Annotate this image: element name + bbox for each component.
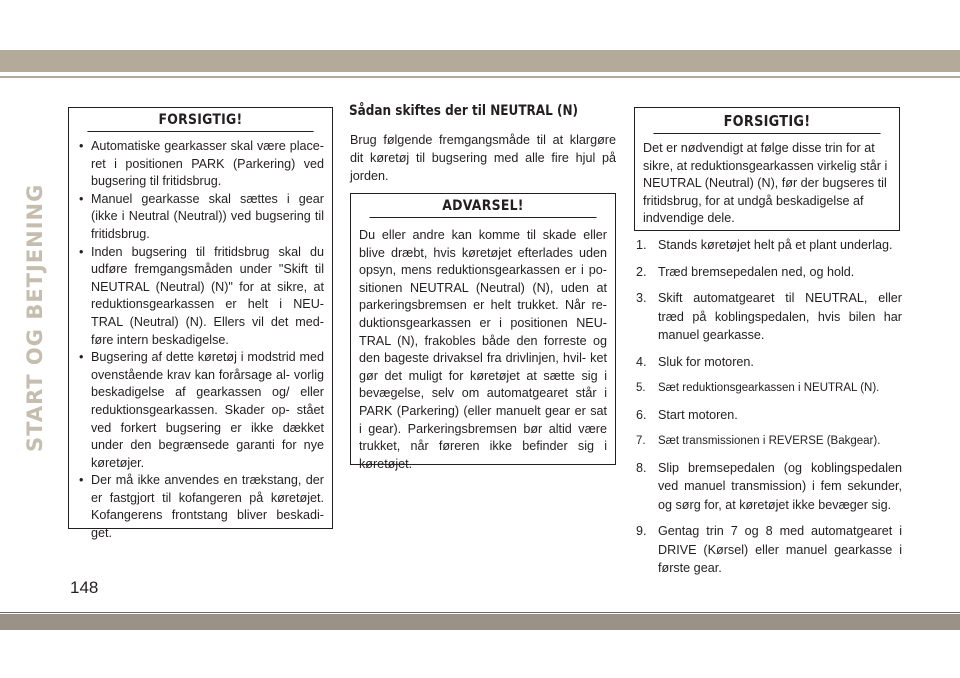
caution-title: FORSIGTIG! [653, 108, 880, 134]
caution-list [77, 138, 324, 543]
step-item [636, 236, 902, 255]
top-decorative-band [0, 50, 960, 72]
step-number: 8. [636, 460, 647, 475]
warning-title: ADVARSEL! [369, 194, 596, 218]
step-text: Sæt reduktionsgearkassen i NEUTRAL (N). [658, 382, 880, 394]
step-item [636, 263, 902, 282]
caution-item: • Inden bugsering til fritidsbrug skal du udføre fremgangsmåden under "Skift til NEUTRAL (Neutral) (N)" for at sikre, at reduktionsgearkassen er helt i NEU- TRAL (Neutral) (N). Ellers vil det med- føre intern beskadigelse. [77, 244, 324, 350]
step-item [636, 432, 902, 451]
bottom-decorative-band [0, 614, 960, 630]
step-text: Skift automatgearet til NEUTRAL, eller træd på koblingspedalen, hvis bilen har manuel gearkasse. [658, 291, 902, 342]
caution-item: • Automatiske gearkasser skal være place- ret i positionen PARK (Parkering) ved bugsering til fritidsbrug. [77, 138, 324, 191]
step-number: 2. [636, 264, 647, 279]
step-item [636, 353, 902, 372]
step-text: Gentag trin 7 og 8 med automatgearet i DRIVE (Kørsel) eller manuel gearkasse i første gear. [658, 524, 902, 575]
top-rule [0, 76, 960, 78]
caution-box-left [68, 107, 333, 541]
step-item [636, 289, 902, 345]
step-number: 4. [636, 354, 647, 369]
bottom-rule [0, 612, 960, 613]
step-number: 1. [636, 238, 647, 252]
caution-item: • Bugsering af dette køretøj i modstrid med ovenstående krav kan forårsage al- vorlig beskadigelse af gearkassen og/ eller reduktionsgearkassen. Skader op- stået ved forkert bugsering er ikke dækket under den begrænsede garanti for nye køretøjer. [77, 349, 324, 472]
step-item [636, 459, 902, 515]
step-number: 7. [636, 435, 646, 447]
caution-text: Det er nødvendigt at følge disse trin for at sikre, at reduktionsgearkassen virkelig står i NEUTRAL (Neutral) (N), før der bugseres til fritidsbrug, for at undgå beskadigelse af indvendige dele. [643, 141, 888, 226]
procedure-steps [636, 236, 902, 586]
step-number: 3. [636, 291, 647, 305]
section-intro: Brug følgende fremgangsmåde til at klargøre dit køretøj til bugsering med alle fire hjul på jorden. [350, 133, 616, 183]
step-number: 9. [636, 524, 647, 538]
step-text: Sluk for motoren. [658, 354, 754, 369]
step-text: Slip bremsepedalen (og koblingspedalen ved manuel transmission) i fem sekunder, og sørg for, at køretøjet ikke bevæger sig. [658, 460, 902, 512]
step-number: 5. [636, 382, 646, 394]
step-text: Træd bremsepedalen ned, og hold. [658, 264, 855, 279]
step-item [636, 406, 902, 425]
warning-text: Du eller andre kan komme til skade eller blive dræbt, hvis køretøjet efterlades uden opsyn, mens reduktionsgearkassen er i po- sitionen NEUTRAL (Neutral) (N), uden at parkeringsbremsen er helt trukket. Når re- duktionsgearkassen er i positionen NEU- TRAL (N), frakobles både den forreste og den bageste drivaksel fra drivlinjen, hvil- ket gør det muligt for køretøjet at sætte sig i bevægelse, selv om automatgearet står i PARK (Parkering) (eller manuelt gear er sat i gear). Parkeringsbremsen bør altid være trukket, når føreren ikke befinder sig i køretøjet. [359, 228, 607, 471]
caution-title: FORSIGTIG! [87, 108, 313, 132]
step-number: 6. [636, 407, 647, 422]
warning-box [350, 193, 616, 471]
caution-box-right [634, 107, 900, 231]
caution-item: • Der må ikke anvendes en trækstang, der er fastgjort til kofangeren på køretøjet. Kofangerens frontstang bliver beskadi- get. [77, 472, 324, 542]
section-heading: Sådan skiftes der til NEUTRAL (N) [349, 103, 579, 119]
step-text: Stands køretøjet helt på et plant underlag. [658, 238, 893, 252]
step-text: Start motoren. [658, 407, 738, 422]
page-number: 148 [70, 578, 99, 597]
step-item [636, 379, 902, 398]
step-text: Sæt transmissionen i REVERSE (Bakgear). [658, 435, 881, 447]
step-item [636, 522, 902, 578]
chapter-side-title: START OG BETJENING [23, 183, 47, 452]
caution-item: • Manuel gearkasse skal sættes i gear (ikke i Neutral (Neutral)) ved bugsering til fritidsbrug. [77, 191, 324, 244]
